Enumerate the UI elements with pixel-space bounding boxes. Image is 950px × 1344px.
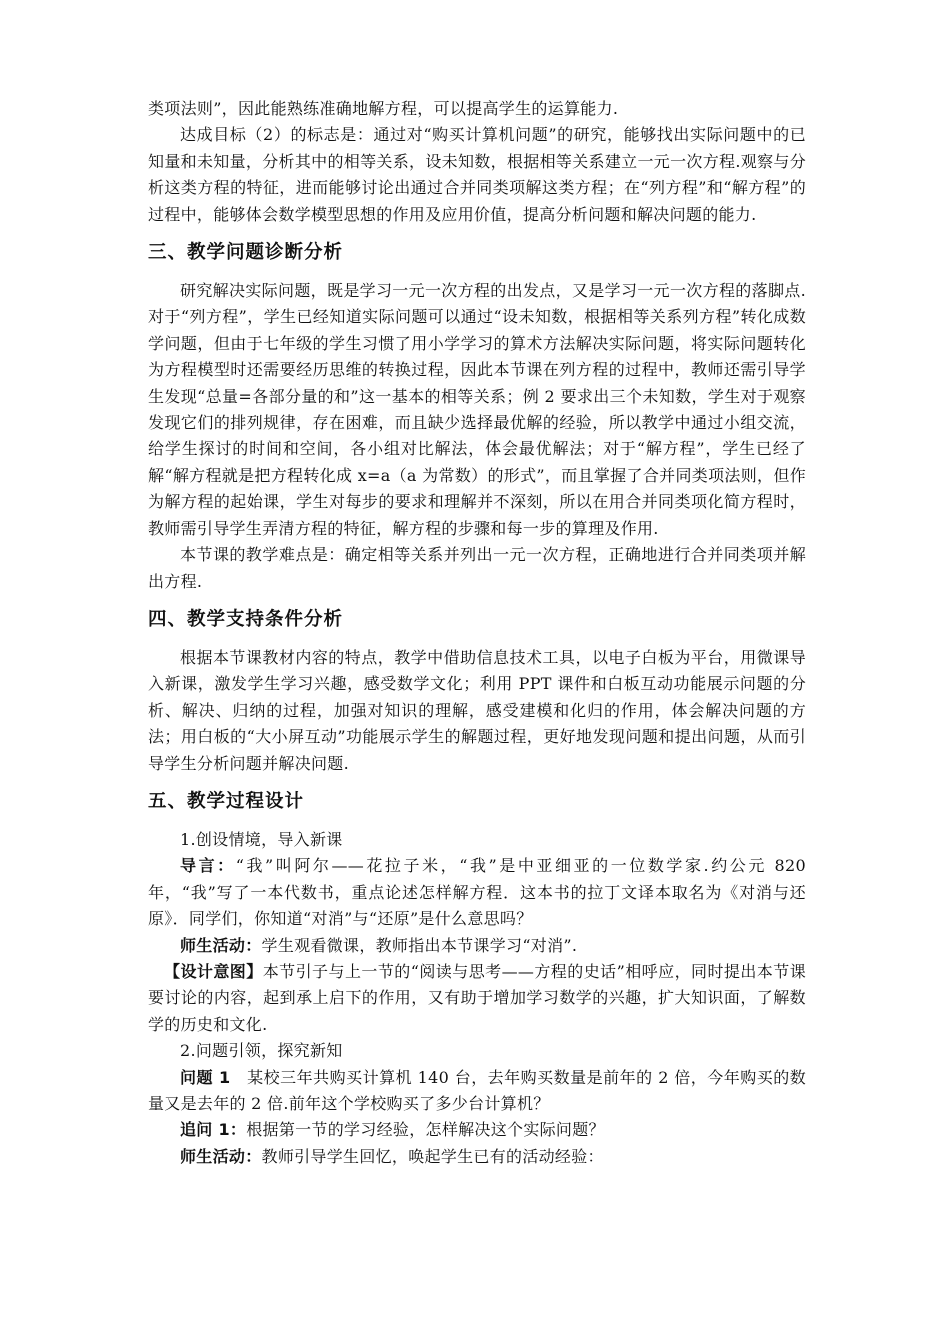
intro-label: 导言：: [180, 856, 236, 876]
follow-up-1-label: 追问 1：: [180, 1120, 247, 1140]
activity-1-label: 师生活动：: [180, 935, 262, 955]
design-intent-text: 本节引子与上一节的“阅读与思考——方程的史话”相呼应，同时提出本节课要讨论的内容，起到承上启下的作用，又有助于增加学习数学的兴趣，扩大知识面，了解数学的历史和文化.: [148, 961, 806, 1034]
intro-text: “我”叫阿尔——花拉子米，“我”是中亚细亚的一位数学家.约公元 820 年，“我”写了一本代数书，重点论述怎样解方程．这本书的拉丁文译本取名为《对消与还原》．同学们，你知道“对消”与“还原”是什么意思吗？: [148, 856, 806, 929]
design-intent-label: 【设计意图】: [164, 961, 263, 981]
question-1-label: 问题 1: [180, 1067, 231, 1087]
question-1-text: 某校三年共购买计算机 140 台，去年购买数量是前年的 2 倍，今年购买的数量又是去年的 2 倍.前年这个学校购买了多少台计算机？: [148, 1067, 806, 1113]
design-intent-paragraph: [148, 959, 806, 1038]
section-4-paragraph-1: 根据本节课教材内容的特点，教学中借助信息技术工具，以电子白板为平台，用微课导入新课，激发学生学习兴趣，感受数学文化；利用 PPT 课件和白板互动功能展示问题的分析、解决、归纳的过程，加强对知识的理解，感受建模和化归的作用，体会解决问题的方法；用白板的“大小屏互动”功能展示学生的解题过程，更好地发现问题和提出问题，从而引导学生分析问题并解决问题.: [148, 647, 806, 773]
activity-1-paragraph: [148, 933, 806, 959]
document-body: [148, 96, 806, 1170]
paragraph-goal-2: 达成目标（2）的标志是：通过对“购买计算机问题”的研究，能够找出实际问题中的已知量和未知量，分析其中的相等关系，设未知数，根据相等关系建立一元一次方程.观察与分析这类方程的特征，进而能够讨论出通过合并同类项解这类方程；在“列方程”和“解方程”的过程中，能够体会数学模型思想的作用及应用价值，提高分析问题和解决问题的能力.: [148, 125, 806, 224]
step-1-title: 1.创设情境，导入新课: [180, 829, 343, 849]
section-3-paragraph-2: 本节课的教学难点是：确定相等关系并列出一元一次方程，正确地进行合并同类项并解出方程.: [148, 545, 806, 591]
follow-up-1-paragraph: [148, 1117, 806, 1143]
question-1-paragraph: [148, 1065, 806, 1118]
section-3-heading: 三、教学问题诊断分析: [148, 242, 344, 264]
activity-2-label: 师生活动：: [180, 1146, 262, 1166]
section-5-heading: 五、教学过程设计: [148, 790, 305, 812]
intro-paragraph: [148, 853, 806, 932]
section-3-paragraph-1: 研究解决实际问题，既是学习一元一次方程的出发点，又是学习一元一次方程的落脚点.对于“列方程”，学生已经知道实际问题可以通过“设未知数，根据相等关系列方程”转化成数学问题，但由于七年级的学生习惯了用小学学习的算术方法解决实际问题，将实际问题转化为方程模型时还需要经历思维的转换过程，因此本节课在列方程的过程中，教师还需引导学生发现“总量=各部分量的和”这一基本的相等关系；例 2 要求出三个未知数，学生对于观察发现它们的排列规律，存在困难，而且缺少选择最优解的经验，所以教学中通过小组交流，给学生探讨的时间和空间，各小组对比解法，体会最优解法；对于“解方程”，学生已经了解“解方程就是把方程转化成 x=a（a 为常数）的形式”，而且掌握了合并同类项法则，但作为解方程的起始课，学生对每步的要求和理解并不深刻，所以在用合并同类项化简方程时，教师需引导学生弄清方程的特征，解方程的步骤和每一步的算理及作用.: [148, 281, 806, 538]
step-2-title: 2.问题引领，探究新知: [180, 1041, 343, 1061]
paragraph-continued: 类项法则”，因此能熟练准确地解方程，可以提高学生的运算能力.: [148, 99, 619, 118]
activity-2-text: 教师引导学生回忆，唤起学生已有的活动经验：: [261, 1146, 604, 1166]
activity-1-text: 学生观看微课，教师指出本节课学习“对消”.: [261, 935, 578, 955]
activity-2-paragraph: [148, 1144, 806, 1170]
follow-up-1-text: 根据第一节的学习经验，怎样解决这个实际问题？: [246, 1120, 605, 1140]
section-4-heading: 四、教学支持条件分析: [148, 608, 344, 630]
